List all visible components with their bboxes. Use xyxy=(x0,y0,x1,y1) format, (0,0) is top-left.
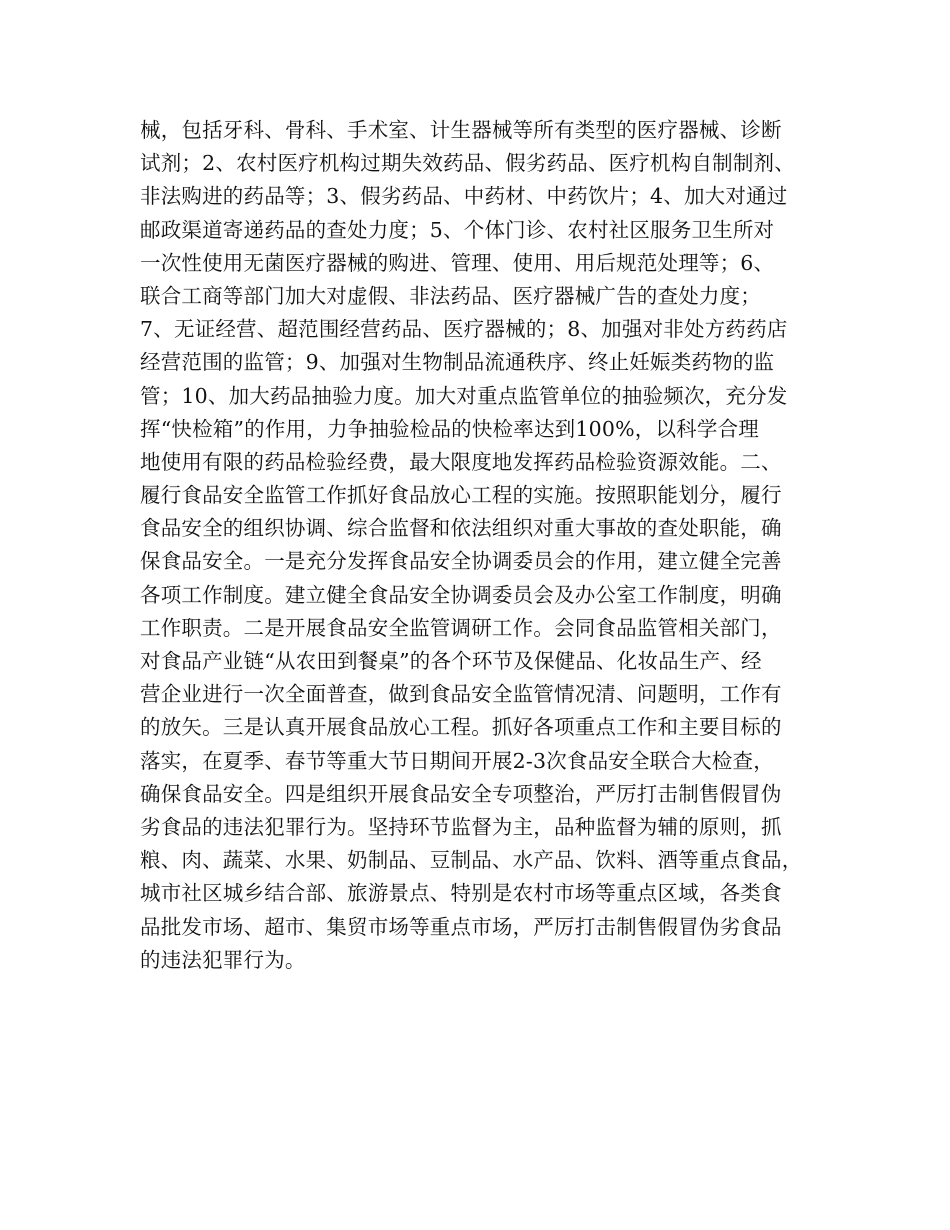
text-line: 确保食品安全。四是组织开展食品安全专项整治，严厉打击制售假冒伪 xyxy=(140,781,782,806)
text-line: 管；10、加大药品抽验力度。加大对重点监管单位的抽验频次，充分发 xyxy=(140,383,788,408)
text-line: 营企业进行一次全面普查，做到食品安全监管情况清、问题明，工作有 xyxy=(140,682,782,707)
text-line: 非法购进的药品等；3、假劣药品、中药材、中药饮片；4、加大对通过 xyxy=(140,184,788,209)
text-line: 的违法犯罪行为。 xyxy=(140,947,306,972)
text-line: 械，包括牙科、骨科、手术室、计生器械等所有类型的医疗器械、诊断 xyxy=(140,118,782,142)
text-line: 粮、肉、蔬菜、水果、奶制品、豆制品、水产品、饮料、酒等重点食品， xyxy=(140,848,803,873)
text-line: 城市社区城乡结合部、旅游景点、特别是农村市场等重点区域，各类食 xyxy=(140,881,782,906)
text-line: 联合工商等部门加大对虚假、非法药品、医疗器械广告的查处力度； xyxy=(140,283,761,308)
text-line: 挥“快检箱”的作用，力争抽验检品的快检率达到100%，以科学合理 xyxy=(140,416,759,441)
text-line: 地使用有限的药品检验经费，最大限度地发挥药品检验资源效能。二、 xyxy=(140,449,782,474)
text-line: 各项工作制度。建立健全食品安全协调委员会及办公室工作制度，明确 xyxy=(140,582,782,607)
body-text xyxy=(140,114,840,977)
text-line: 试剂；2、农村医疗机构过期失效药品、假劣药品、医疗机构自制制剂、 xyxy=(140,151,795,176)
text-line: 保食品安全。一是充分发挥食品安全协调委员会的作用，建立健全完善 xyxy=(140,549,782,574)
text-line: 品批发市场、超市、集贸市场等重点市场，严厉打击制售假冒伪劣食品 xyxy=(140,914,782,939)
text-line: 经营范围的监管；9、加强对生物制品流通秩序、终止妊娠类药物的监 xyxy=(140,350,775,375)
text-line: 劣食品的违法犯罪行为。坚持环节监督为主，品种监督为辅的原则，抓 xyxy=(140,814,782,839)
text-line: 一次性使用无菌医疗器械的购进、管理、使用、用后规范处理等；6、 xyxy=(140,250,775,275)
text-line: 工作职责。二是开展食品安全监管调研工作。会同食品监管相关部门， xyxy=(140,615,782,640)
text-line: 履行食品安全监管工作抓好食品放心工程的实施。按照职能划分，履行 xyxy=(140,483,782,508)
text-line: 食品安全的组织协调、综合监督和依法组织对重大事故的查处职能，确 xyxy=(140,516,782,541)
text-line: 落实，在夏季、春节等重大节日期间开展2-3次食品安全联合大检查， xyxy=(140,748,774,773)
text-line: 对食品产业链“从农田到餐桌”的各个环节及保健品、化妆品生产、经 xyxy=(140,649,762,673)
text-line: 的放矢。三是认真开展食品放心工程。抓好各项重点工作和主要目标的 xyxy=(140,715,782,740)
text-line: 7、无证经营、超范围经营药品、医疗器械的；8、加强对非处方药药店 xyxy=(140,317,788,342)
text-line: 邮政渠道寄递药品的查处力度；5、个体门诊、农村社区服务卫生所对 xyxy=(140,217,775,242)
